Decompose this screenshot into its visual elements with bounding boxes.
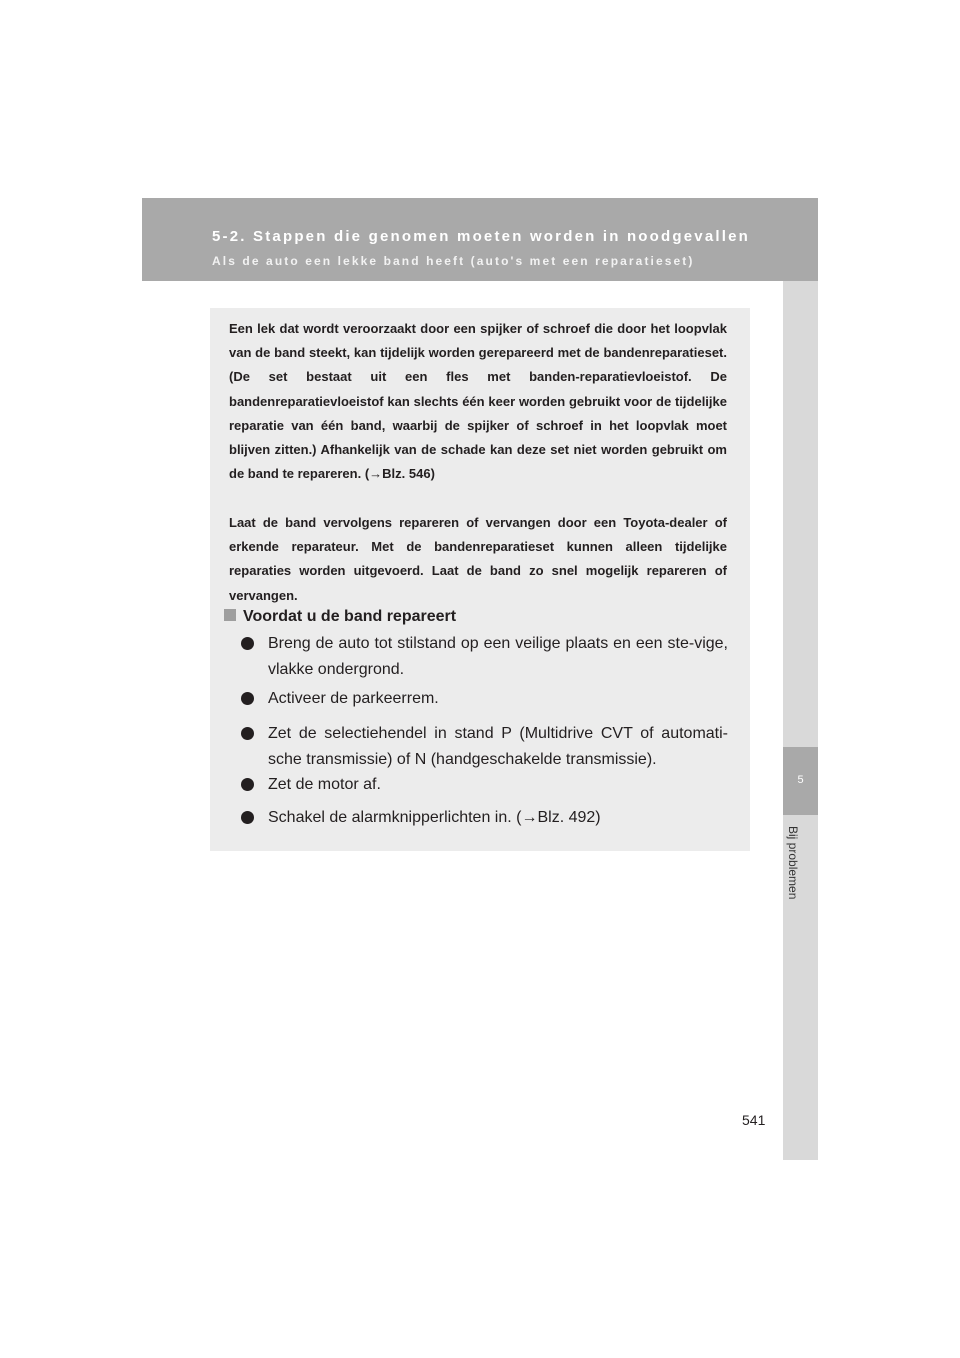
bullet-dot-icon <box>241 778 254 791</box>
section-heading <box>224 608 456 626</box>
list-item-text: Schakel de alarmknipperlichten in. (→Blz. 492) <box>268 809 601 826</box>
section-title: 5-2. Stappen die genomen moeten worden in noodgevallen <box>212 228 751 245</box>
list-item-text: Activeer de parkeerrem. <box>268 690 439 707</box>
list-item-text: Zet de motor af. <box>268 776 381 793</box>
list-item-text: Breng de auto tot stilstand op een veilige plaats en een ste-vige, vlakke ondergrond. <box>268 635 728 678</box>
side-strip <box>783 281 818 1160</box>
page-header <box>142 198 818 281</box>
list-item <box>248 686 728 712</box>
chapter-number: 5 <box>797 774 804 786</box>
repair-advice-paragraph: Laat de band vervolgens repareren of vervangen door een Toyota-dealer of erkende reparateur. Met de bandenreparatieset kunnen alleen tijdelijke reparaties worden uitgevoerd. Laat de band zo snel mogelijk repareren of vervangen. <box>229 515 727 603</box>
bullet-dot-icon <box>241 637 254 650</box>
list-item <box>248 721 728 773</box>
list-item <box>248 631 728 683</box>
list-item <box>248 772 728 798</box>
section-heading-text: Voordat u de band repareert <box>243 608 457 625</box>
square-bullet-icon <box>224 609 236 621</box>
bullet-dot-icon <box>241 727 254 740</box>
chapter-title: Bij problemen <box>786 826 800 900</box>
page-number: 541 <box>742 1112 766 1128</box>
subsection-title: Als de auto een lekke band heeft (auto's met een reparatieset) <box>212 254 695 268</box>
content-box <box>210 308 750 851</box>
bullet-dot-icon <box>241 811 254 824</box>
bullet-dot-icon <box>241 692 254 705</box>
list-item-text: Zet de selectiehendel in stand P (Multidrive CVT of automati-sche transmissie) of N (handgeschakelde transmissie). <box>268 725 728 768</box>
intro-paragraph: Een lek dat wordt veroorzaakt door een spijker of schroef die door het loopvlak van de band steekt, kan tijdelijk worden gerepareerd met de bandenreparatieset. (De set bestaat uit een fles met banden-reparatievloeistof. De bandenreparatievloeistof kan slechts één keer worden gebruikt voor de tijdelijke reparatie van één band, waarbij de spijker of schroef in het loopvlak moet blijven zitten.) Afhankelijk van de schade kan deze set niet worden gebruikt om de band te repareren. (→Blz. 546) <box>229 321 727 482</box>
list-item <box>248 805 728 831</box>
